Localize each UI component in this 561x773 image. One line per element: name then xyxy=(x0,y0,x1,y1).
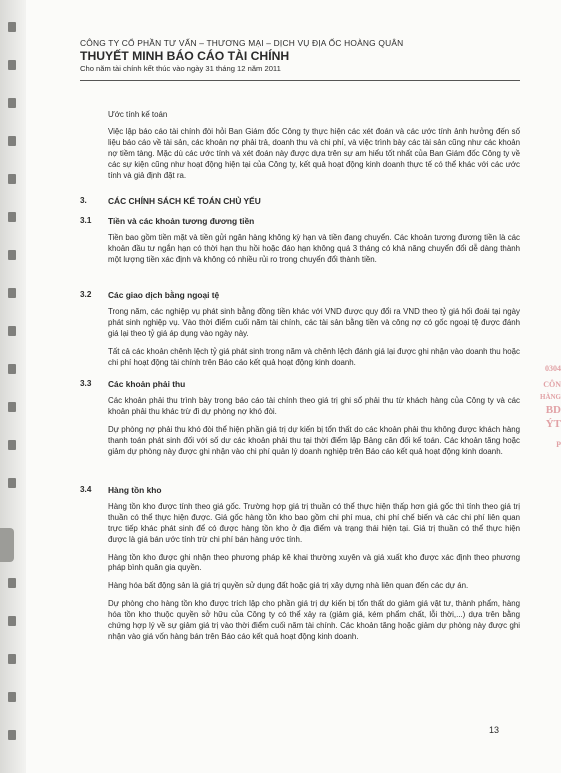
stamp-fragment: P xyxy=(556,440,561,449)
header-rule xyxy=(80,80,520,81)
section-paragraph: Các khoản phải thu trình bày trong báo cáo tài chính theo giá trị ghi sổ phải thu từ khách hàng của Công ty và các khoản phải thu khác trừ đi dự phòng nợ khó đòi. xyxy=(108,395,520,416)
section-number: 3.1 xyxy=(80,216,92,225)
binding-ring xyxy=(8,288,16,298)
section-3-3 xyxy=(108,379,520,457)
binding-ring xyxy=(8,60,16,70)
document-title: THUYẾT MINH BÁO CÁO TÀI CHÍNH xyxy=(80,49,290,63)
section-heading: Tiền và các khoản tương đương tiền xyxy=(108,216,255,226)
section-3-4 xyxy=(108,485,520,643)
stamp-fragment: HÀNG xyxy=(540,393,561,401)
section-title: CÁC CHÍNH SÁCH KẾ TOÁN CHỦ YẾU xyxy=(108,196,261,206)
section-heading: Các giao dịch bằng ngoại tệ xyxy=(108,290,220,300)
binding-ring xyxy=(8,478,16,488)
binding-strip xyxy=(0,0,26,773)
section-paragraph: Dự phòng cho hàng tồn kho được trích lập cho phần giá trị dự kiến bị tổn thất do giảm giá vật tư, thành phẩm, hàng hóa tồn kho thuộc quyền sở hữu của Công ty có thể xảy ra (giảm giá, kém phẩm chất, lỗi thời,...) dựa trên bằng chứng hợp lý về sự giảm giá trị vào thời điểm cuối năm tài chính. Các khoản tăng hoặc giảm dự phòng này được ghi nhận vào giá vốn hàng bán trên Báo cáo kết quả hoạt động kinh doanh. xyxy=(108,599,520,641)
section-number: 3.2 xyxy=(80,290,92,299)
binding-ring xyxy=(8,250,16,260)
section-number: 3.3 xyxy=(80,379,92,388)
binding-ring xyxy=(8,730,16,740)
section-paragraph: Tiền bao gồm tiền mặt và tiền gửi ngân hàng không kỳ hạn và tiền đang chuyển. Các khoản tương đương tiền là các khoản đầu tư ngắn hạn có thời hạn thu hồi hoặc đáo hạn không quá 3 tháng có khả năng chuyển đổi dễ dàng thành một lượng tiền xác định và không có nhiều rủi ro trong chuyển đổi thành tiền. xyxy=(108,232,520,264)
stamp-fragment: CÔN xyxy=(543,380,561,389)
binding-ring xyxy=(8,578,16,588)
binding-ring xyxy=(8,136,16,146)
binding-ring xyxy=(8,212,16,222)
section-3-2 xyxy=(108,290,520,368)
section-paragraph: Dự phòng nợ phải thu khó đòi thể hiện phần giá trị dự kiến bị tổn thất do các khoản phải thu không được khách hàng thanh toán phát sinh đối với số dư các khoản phải thu tại thời điểm lập Bảng cân đối kế toán. Các khoản tăng hoặc giảm dự phòng này được ghi nhận vào chi phí quản lý doanh nghiệp trên Báo cáo kết quả hoạt động kinh doanh. xyxy=(108,424,520,456)
binding-ring xyxy=(8,364,16,374)
binding-ring xyxy=(8,616,16,626)
binding-ring xyxy=(8,174,16,184)
section-3-1 xyxy=(108,216,520,266)
document-header xyxy=(80,38,520,73)
estimates-section xyxy=(108,110,520,181)
page-number: 13 xyxy=(488,725,499,735)
section-paragraph: Hàng hóa bất động sản là giá trị quyền sử dụng đất hoặc giá trị xây dựng nhà liên quan đến các dự án. xyxy=(108,581,469,591)
section-heading: Hàng tồn kho xyxy=(108,485,162,495)
binding-ring xyxy=(8,440,16,450)
binding-ring xyxy=(8,326,16,336)
stamp-fragment: 0304 xyxy=(545,364,561,373)
section-paragraph: Hàng tồn kho được ghi nhận theo phương pháp kê khai thường xuyên và giá xuất kho được xác định theo phương pháp bình quân gia quyền. xyxy=(108,552,520,573)
binder-clip xyxy=(0,528,14,562)
section-number: 3. xyxy=(80,196,87,205)
estimates-heading: Ước tính kế toán xyxy=(108,110,168,119)
stamp-fragment: BD xyxy=(545,404,561,416)
binding-ring xyxy=(8,654,16,664)
section-paragraph: Hàng tồn kho được tính theo giá gốc. Trường hợp giá trị thuần có thể thực hiện thấp hơn giá gốc thì tính theo giá trị thuần có thể thực hiện được. Giá gốc hàng tồn kho bao gồm chi phí mua, chi phí chế biến và các chi phí liên quan trực tiếp khác phát sinh để có được hàng tồn kho ở địa điểm và trạng thái hiện tại. Giá trị thuần có thể thực hiện được là giá bán ước tính trừ chi phí bán hàng ước tính. xyxy=(108,501,520,544)
binding-ring xyxy=(8,402,16,412)
reporting-period: Cho năm tài chính kết thúc vào ngày 31 tháng 12 năm 2011 xyxy=(80,64,281,73)
section-paragraph: Trong năm, các nghiệp vụ phát sinh bằng đồng tiền khác với VND được quy đổi ra VND theo tỷ giá hối đoái tại ngày phát sinh nghiệp vụ. Vào thời điểm cuối năm tài chính, các tài sản bằng tiền và công nợ có gốc ngoại tệ được đánh giá lại theo tỷ giá áp dụng vào ngày này. xyxy=(108,306,520,338)
section-number: 3.4 xyxy=(80,485,92,494)
stamp-fragment: ÝT xyxy=(545,418,561,430)
binding-ring xyxy=(8,22,16,32)
company-name: CÔNG TY CỔ PHẦN TƯ VẤN – THƯƠNG MẠI – DỊCH VỤ ĐỊA ỐC HOÀNG QUÂN xyxy=(80,38,404,48)
binding-ring xyxy=(8,692,16,702)
estimates-paragraph: Việc lập báo cáo tài chính đòi hỏi Ban Giám đốc Công ty thực hiện các xét đoán và các ước tính ảnh hưởng đến số liệu báo cáo về tài sản, các khoản nợ phải trả, doanh thu và chi phí, và việc trình bày các tài sản cũng như các khoản nợ tiềm tàng. Mặc dù các ước tính và xét đoán này được dựa trên sự am hiểu tốt nhất của Ban Giám đốc Công ty về các sự kiện cũng như hoạt động hiện tại của Công ty, kết quả hoạt động kinh doanh thực tế có thể khác với các ước tính và giả định đặt ra. xyxy=(108,126,520,180)
binding-ring xyxy=(8,98,16,108)
section-paragraph: Tất cả các khoản chênh lệch tỷ giá phát sinh trong năm và chênh lệch đánh giá lại được ghi nhận vào doanh thu hoặc chi phí hoạt động tài chính trên Báo cáo kết quả hoạt động kinh doanh. xyxy=(108,346,520,367)
section-heading: Các khoản phải thu xyxy=(108,379,186,389)
